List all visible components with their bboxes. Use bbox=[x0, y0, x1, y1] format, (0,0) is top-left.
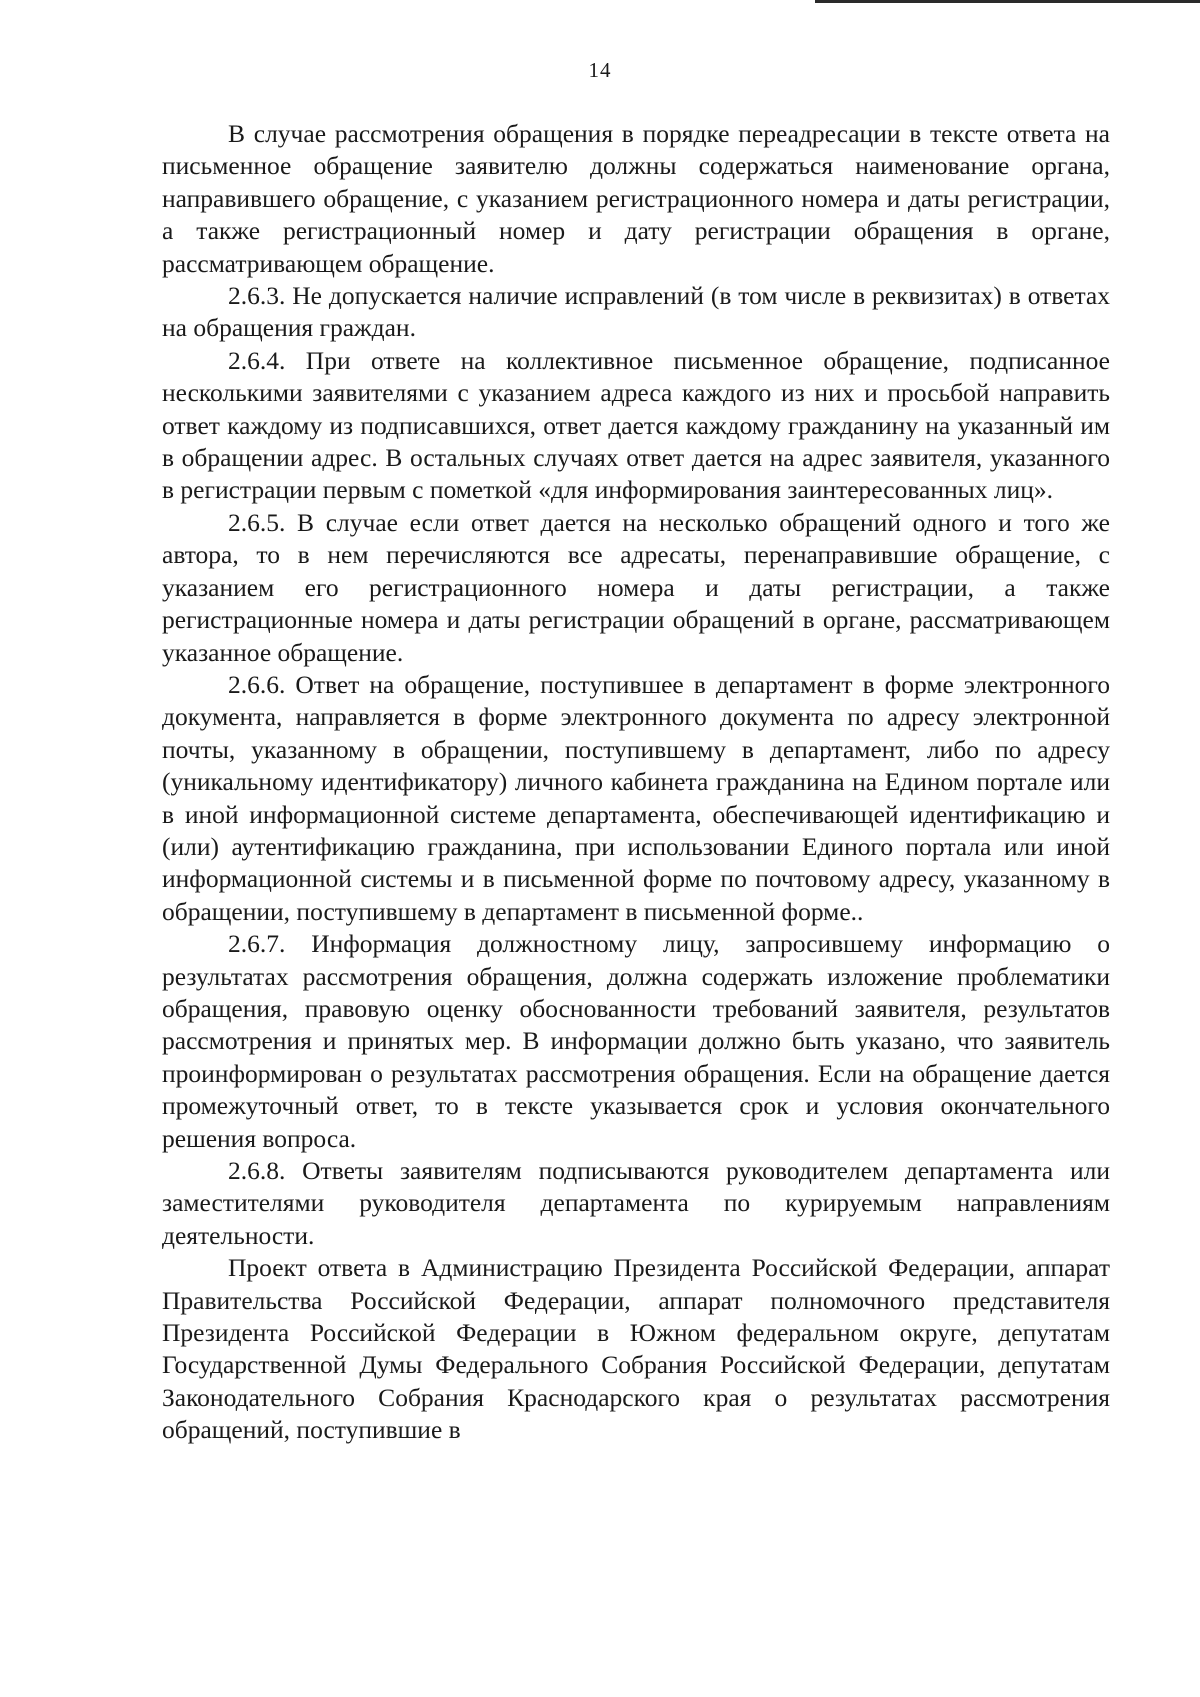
paragraph-2-6-5: 2.6.5. В случае если ответ дается на несколько обращений одного и того же автора, то в нем перечисляются все адресаты, перенаправившие обращение, с указанием его регистрационного номера и даты регистрации, а также регистрационные номера и даты регистрации обращений в органе, рассматривающем указанное обращение. bbox=[162, 507, 1110, 667]
paragraph-2-6-7: 2.6.7. Информация должностному лицу, запросившему информацию о результатах рассмотрения обращения, должна содержать изложение проблематики обращения, правовую оценку обоснованности требований заявителя, результатов рассмотрения и принятых мер. В информации должно быть указано, что заявитель проинформирован о результатах рассмотрения обращения. Если на обращение дается промежуточный ответ, то в тексте указывается срок и условия окончательного решения вопроса. bbox=[162, 929, 1110, 1153]
document-body bbox=[162, 118, 1110, 1447]
paragraph-redirect: В случае рассмотрения обращения в порядке переадресации в тексте ответа на письменное обращение заявителю должны содержаться наименование органа, направившего обращение, с указанием регистрационного номера и даты регистрации, а также регистрационный номер и дату регистрации обращения в органе, рассматривающем обращение. bbox=[162, 119, 1110, 278]
page-number: 14 bbox=[588, 58, 612, 82]
paragraph-2-6-6: 2.6.6. Ответ на обращение, поступившее в департамент в форме электронного документа, направляется в форме электронного документа по адресу электронной почты, указанному в обращении, поступившему в департамент, либо по адресу (уникальному идентификатору) личного кабинета гражданина на Едином портале или в иной информационной системе департамента, обеспечивающей идентификацию и (или) аутентификацию гражданина, при использовании Единого портала или иной информационной системы и в письменной форме по почтовому адресу, указанному в обращении, поступившему в департамент в письменной форме.. bbox=[162, 669, 1110, 926]
paragraph-draft-answer: Проект ответа в Администрацию Президента Российской Федерации, аппарат Правительства Российской Федерации, аппарат полномочного представителя Президента Российской Федерации в Южном федеральном округе, депутатам Государственной Думы Федерального Собрания Российской Федерации, депутатам Законодательного Собрания Краснодарского края о результатах рассмотрения обращений, поступившие в bbox=[162, 1253, 1110, 1445]
paragraph-2-6-3: 2.6.3. Не допускается наличие исправлений (в том числе в реквизитах) в ответах на обращения граждан. bbox=[162, 281, 1110, 343]
paragraph-2-6-8: 2.6.8. Ответы заявителям подписываются руководителем департамента или заместителями руководителя департамента по курируемым направлениям деятельности. bbox=[162, 1156, 1110, 1250]
paragraph-2-6-4: 2.6.4. При ответе на коллективное письменное обращение, подписанное несколькими заявителями с указанием адреса каждого из них и просьбой направить ответ каждому из подписавшихся, ответ дается каждому гражданину на указанный им в обращении адрес. В остальных случаях ответ дается на адрес заявителя, указанного в регистрации первым с пометкой «для информирования заинтересованных лиц». bbox=[162, 345, 1110, 505]
header-rule bbox=[815, 0, 1200, 3]
